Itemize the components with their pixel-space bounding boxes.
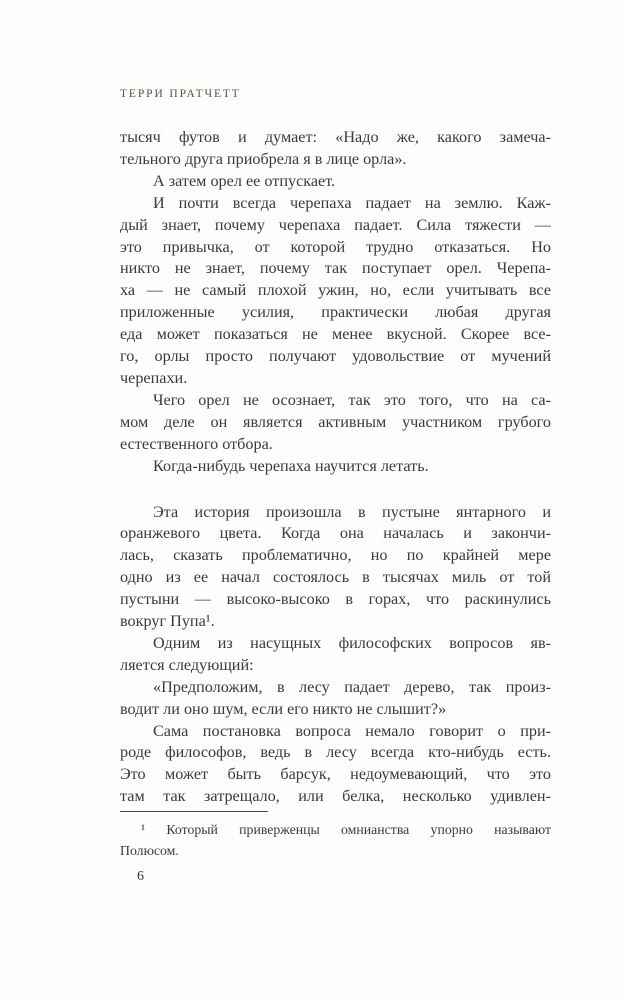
- text-line: пустыни — высоко-высоко в горах, что раскинулись: [120, 590, 551, 609]
- text-line: «Предположим, в лесу падает дерево, так произ-: [153, 677, 551, 696]
- text-line: мом деле он является активным участником грубого: [120, 412, 551, 431]
- text-line: Сама постановка вопроса немало говорит о при-: [153, 721, 551, 740]
- text-line: И почти всегда черепаха падает на землю. Каж-: [153, 193, 551, 212]
- paragraph: [120, 171, 551, 193]
- text-line: тельного друга приобрела я в лице орла».: [120, 149, 407, 168]
- paragraph: [120, 633, 551, 677]
- paragraph: [120, 677, 551, 721]
- paragraph: [120, 721, 551, 809]
- paragraph: [120, 456, 551, 478]
- text-line: ха — не самый плохой ужин, но, если учитывать все: [120, 281, 551, 300]
- body-text: [120, 127, 551, 808]
- text-line: одно из ее начал состоялось в тысячах миль от той: [120, 568, 551, 587]
- text-line: Эта история произошла в пустыне янтарного и: [153, 502, 551, 521]
- paragraph: [120, 193, 551, 390]
- footnote-separator: [120, 811, 268, 812]
- text-line: ¹ Который приверженцы омнианства упорно называют: [141, 822, 551, 837]
- text-line: ляется следующий:: [120, 655, 254, 674]
- text-line: черепахи.: [120, 368, 188, 387]
- text-line: водит ли оно шум, если его никто не слышит?»: [120, 699, 447, 718]
- text-line: Это может быть барсук, недоумевающий, что это: [120, 765, 551, 784]
- footnote: [120, 819, 551, 861]
- text-line: роде философов, ведь в лесу всегда кто-нибудь есть.: [120, 743, 551, 762]
- text-line: приложенные усилия, практически любая другая: [120, 303, 551, 322]
- text-line: Одним из насущных философских вопросов яв-: [153, 633, 551, 652]
- text-line: А затем орел ее отпускает.: [153, 171, 336, 190]
- text-line: еда может показаться не менее вкусной. Скорее все-: [120, 325, 551, 344]
- text-line: Чего орел не осознает, так это того, что на са-: [153, 390, 551, 409]
- text-line: оранжевого цвета. Когда она началась и закончи-: [120, 524, 551, 543]
- running-header: ТЕРРИ ПРАТЧЕТТ: [120, 88, 241, 100]
- text-line: го, орлы просто получают удовольствие от мучений: [120, 347, 551, 366]
- text-line: тысяч футов и думает: «Надо же, какого замеча-: [120, 128, 551, 146]
- text-line: это привычка, от которой трудно отказаться. Но: [120, 237, 551, 256]
- text-line: Когда-нибудь черепаха научится летать.: [153, 456, 429, 475]
- text-line: никто не знает, почему так поступает орел. Черепа-: [120, 259, 551, 278]
- paragraph: [120, 502, 551, 633]
- paragraph: [120, 127, 551, 171]
- paragraph: [120, 390, 551, 456]
- text-line: вокруг Пупа¹.: [120, 612, 215, 631]
- text-line: там так затрещало, или белка, несколько удивлен-: [120, 787, 551, 806]
- page-number: 6: [137, 869, 144, 884]
- text-line: дый знает, почему черепаха падает. Сила тяжести —: [120, 215, 551, 234]
- text-line: лась, сказать проблематично, но по крайней мере: [120, 546, 551, 565]
- text-line: Полюсом.: [120, 843, 179, 858]
- text-line: естественного отбора.: [120, 434, 273, 453]
